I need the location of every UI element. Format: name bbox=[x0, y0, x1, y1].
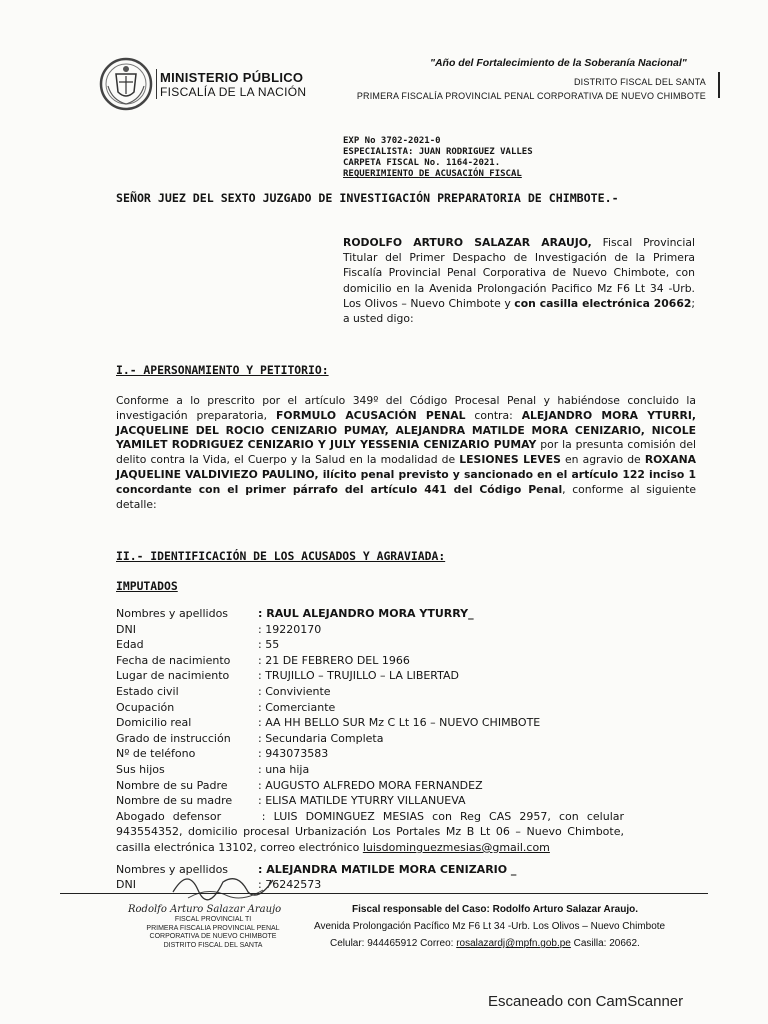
field-label: Nombre de su Padre bbox=[116, 778, 228, 792]
field-value: : AA HH BELLO SUR Mz C Lt 16 – NUEVO CHIMBOTE bbox=[258, 716, 541, 730]
header-divider bbox=[718, 72, 720, 98]
footer-phone-email bbox=[314, 935, 665, 952]
field-label: Nombre de su madre bbox=[116, 794, 233, 808]
accused-2-dni-row bbox=[116, 877, 322, 892]
accused-heading: IMPUTADOS bbox=[116, 579, 178, 593]
detail-row bbox=[116, 778, 706, 794]
para-text: , conforme al siguiente detalle: bbox=[116, 482, 696, 511]
footer-address: Avenida Prolongación Pacífico Mz F6 Lt 34 -Urb. Los Olivos – Nuevo Chimbote bbox=[314, 921, 666, 932]
field-label: Abogado defensor bbox=[116, 809, 222, 823]
exp-number: EXP No 3702-2021-0 bbox=[343, 136, 441, 146]
official-stamp bbox=[138, 916, 288, 950]
prosecutor-name: RODOLFO ARTURO SALAZAR ARAUJO, bbox=[343, 236, 592, 249]
camscanner-watermark: Escaneado con CamScanner bbox=[488, 993, 684, 1010]
field-value: : ALEJANDRA MATILDE MORA CENIZARIO _ bbox=[258, 863, 517, 876]
detail-row bbox=[116, 684, 706, 700]
prosecutor-casilla: con casilla electrónica 20662 bbox=[514, 296, 692, 310]
footer-contact bbox=[314, 901, 665, 952]
field-value: : 21 DE FEBRERO DEL 1966 bbox=[258, 653, 410, 667]
detail-row bbox=[116, 762, 706, 778]
footer-email: rosalazardj@mpfn.gob.pe bbox=[456, 938, 571, 949]
field-label: Nombres y apellidos bbox=[116, 607, 229, 620]
case-reference bbox=[343, 136, 533, 180]
signature: Rodolfo Arturo Salazar Araujo bbox=[128, 904, 282, 915]
field-label: Nº de teléfono bbox=[116, 747, 196, 761]
field-label: Lugar de nacimiento bbox=[116, 669, 230, 683]
para-bold: FORMULO ACUSACIÓN PENAL bbox=[276, 408, 466, 422]
prosecutor-text-end: ; a usted digo: bbox=[343, 296, 695, 326]
field-value: : Conviviente bbox=[258, 684, 331, 698]
field-label: Domicilio real bbox=[116, 716, 192, 730]
ministry-logo-text bbox=[160, 71, 306, 98]
footer-divider bbox=[60, 893, 708, 894]
stamp-line: FISCAL PROVINCIAL TI bbox=[174, 916, 252, 923]
office-name: PRIMERA FISCALÍA PROVINCIAL PENAL CORPORATIVA DE NUEVO CHIMBOTE bbox=[356, 91, 706, 101]
requirement-type: REQUERIMIENTO DE ACUSACIÓN FISCAL bbox=[343, 169, 522, 179]
detail-row bbox=[116, 715, 706, 731]
national-seal-icon bbox=[98, 56, 154, 112]
section-2-title: II.- IDENTIFICACIÓN DE LOS ACUSADOS Y AGRAVIADA: bbox=[116, 549, 446, 563]
field-value: : AUGUSTO ALFREDO MORA FERNANDEZ bbox=[258, 778, 483, 792]
accused-list: ALEJANDRO MORA YTURRI, JACQUELINE DEL ROCIO CENIZARIO PUMAY, ALEJANDRA MATILDE MORA CENIZARIO, NICOLE YAMILET RODRIGUEZ CENIZARIO Y JULY YESSENIA CENIZARIO PUMAY bbox=[116, 408, 696, 452]
para-text: Conforme a lo prescrito por el artículo 349º del Código Procesal Penal y habiéndose concluido la investigación preparatoria, bbox=[116, 394, 696, 422]
field-value: : Comerciante bbox=[258, 700, 336, 714]
footer-casilla: Casilla: 20662. bbox=[570, 938, 640, 949]
specialist: ESPECIALISTA: JUAN RODRIGUEZ VALLES bbox=[343, 147, 533, 157]
crime-type: LESIONES LEVES bbox=[459, 453, 561, 467]
ministry-name: MINISTERIO PÚBLICO bbox=[160, 70, 304, 85]
field-value: : ELISA MATILDE YTURRY VILLANUEVA bbox=[258, 794, 466, 808]
para-text: contra: bbox=[465, 408, 522, 422]
field-label: Fecha de nacimiento bbox=[116, 653, 231, 667]
prosecutor-intro bbox=[343, 235, 695, 326]
accused-1-details bbox=[116, 606, 706, 856]
field-value: : TRUJILLO – TRUJILLO – LA LIBERTAD bbox=[258, 669, 460, 683]
field-label: DNI bbox=[116, 622, 136, 636]
detail-row bbox=[116, 668, 706, 684]
stamp-line: DISTRITO FISCAL DEL SANTA bbox=[163, 941, 263, 949]
field-value: : una hija bbox=[258, 762, 310, 776]
footer-responsible: Fiscal responsable del Caso: Rodolfo Arturo Salazar Araujo. bbox=[352, 904, 638, 915]
stamp-line: CORPORATIVA DE NUEVO CHIMBOTE bbox=[149, 933, 277, 940]
lawyer-email: luisdominguezmesias@gmail.com bbox=[362, 840, 550, 854]
detail-row bbox=[116, 746, 706, 762]
section-1-title: I.- APERSONAMIENTO Y PETITORIO: bbox=[116, 363, 329, 377]
district-name: DISTRITO FISCAL DEL SANTA bbox=[573, 77, 706, 87]
fiscal-folder: CARPETA FISCAL No. 1164-2021. bbox=[343, 158, 501, 168]
field-label: Estado civil bbox=[116, 684, 179, 698]
stamp-line: PRIMERA FISCALIA PROVINCIAL PENAL bbox=[146, 924, 280, 932]
section-1-paragraph bbox=[116, 394, 696, 512]
detail-row bbox=[116, 622, 706, 638]
victim-and-law: ROXANA JAQUELINE VALDIVIEZO PAULINO, ilícito penal previsto y sancionado en el artículo 122 inciso 1 concordante con el primer párrafo del artículo 441 del Código Penal bbox=[116, 453, 696, 496]
detail-row bbox=[116, 606, 706, 622]
field-label: Edad bbox=[116, 638, 144, 652]
field-value: : 55 bbox=[258, 638, 280, 652]
field-value: : 19220170 bbox=[258, 622, 322, 636]
defense-lawyer bbox=[116, 809, 624, 856]
field-label: Grado de instrucción bbox=[116, 731, 231, 745]
footer-phone: Celular: 944465912 Correo: bbox=[330, 938, 457, 949]
ministry-subtitle: FISCALÍA DE LA NACIÓN bbox=[160, 85, 307, 99]
detail-row bbox=[116, 793, 706, 809]
lawyer-details: : LUIS DOMINGUEZ MESIAS con Reg CAS 2957, con celular 943554352, domicilio procesal Urbanización Los Portales Mz B Lt 06 – Nuevo Chimbote, casilla electrónica 13102, correo electrónico bbox=[116, 809, 625, 854]
addressee: SEÑOR JUEZ DEL SEXTO JUZGADO DE INVESTIGACIÓN PREPARATORIA DE CHIMBOTE.- bbox=[116, 191, 619, 205]
field-value: : Secundaria Completa bbox=[258, 731, 384, 745]
field-value: : 943073583 bbox=[258, 747, 329, 761]
detail-row bbox=[116, 637, 706, 653]
field-value: : 76242573 bbox=[258, 878, 322, 891]
detail-row bbox=[116, 731, 706, 747]
field-value: : RAUL ALEJANDRO MORA YTURRY_ bbox=[258, 607, 474, 620]
field-label: Ocupación bbox=[116, 700, 175, 714]
signature-scribble-icon bbox=[168, 862, 278, 908]
field-label: DNI bbox=[116, 878, 136, 891]
detail-row bbox=[116, 700, 706, 716]
field-label: Sus hijos bbox=[116, 762, 165, 776]
prosecutor-text: Fiscal Provincial Titular del Primer Despacho de Investigación de la Primera Fiscalía Provincial Penal Corporativa de Nuevo Chimbote, con domicilio en la Avenida Prolongación Pacifico Mz F6 Lt 34 -Urb. Los Olivos – Nuevo Chimbote y bbox=[343, 236, 695, 310]
para-text: en agravio de bbox=[560, 453, 645, 467]
detail-row bbox=[116, 653, 706, 669]
year-motto: "Año del Fortalecimiento de la Soberanía Nacional" bbox=[430, 57, 687, 69]
para-text: por la presunta comisión del delito contra la Vida, el Cuerpo y la Salud en la modalidad de bbox=[116, 438, 696, 467]
field-label: Nombres y apellidos bbox=[116, 863, 229, 876]
